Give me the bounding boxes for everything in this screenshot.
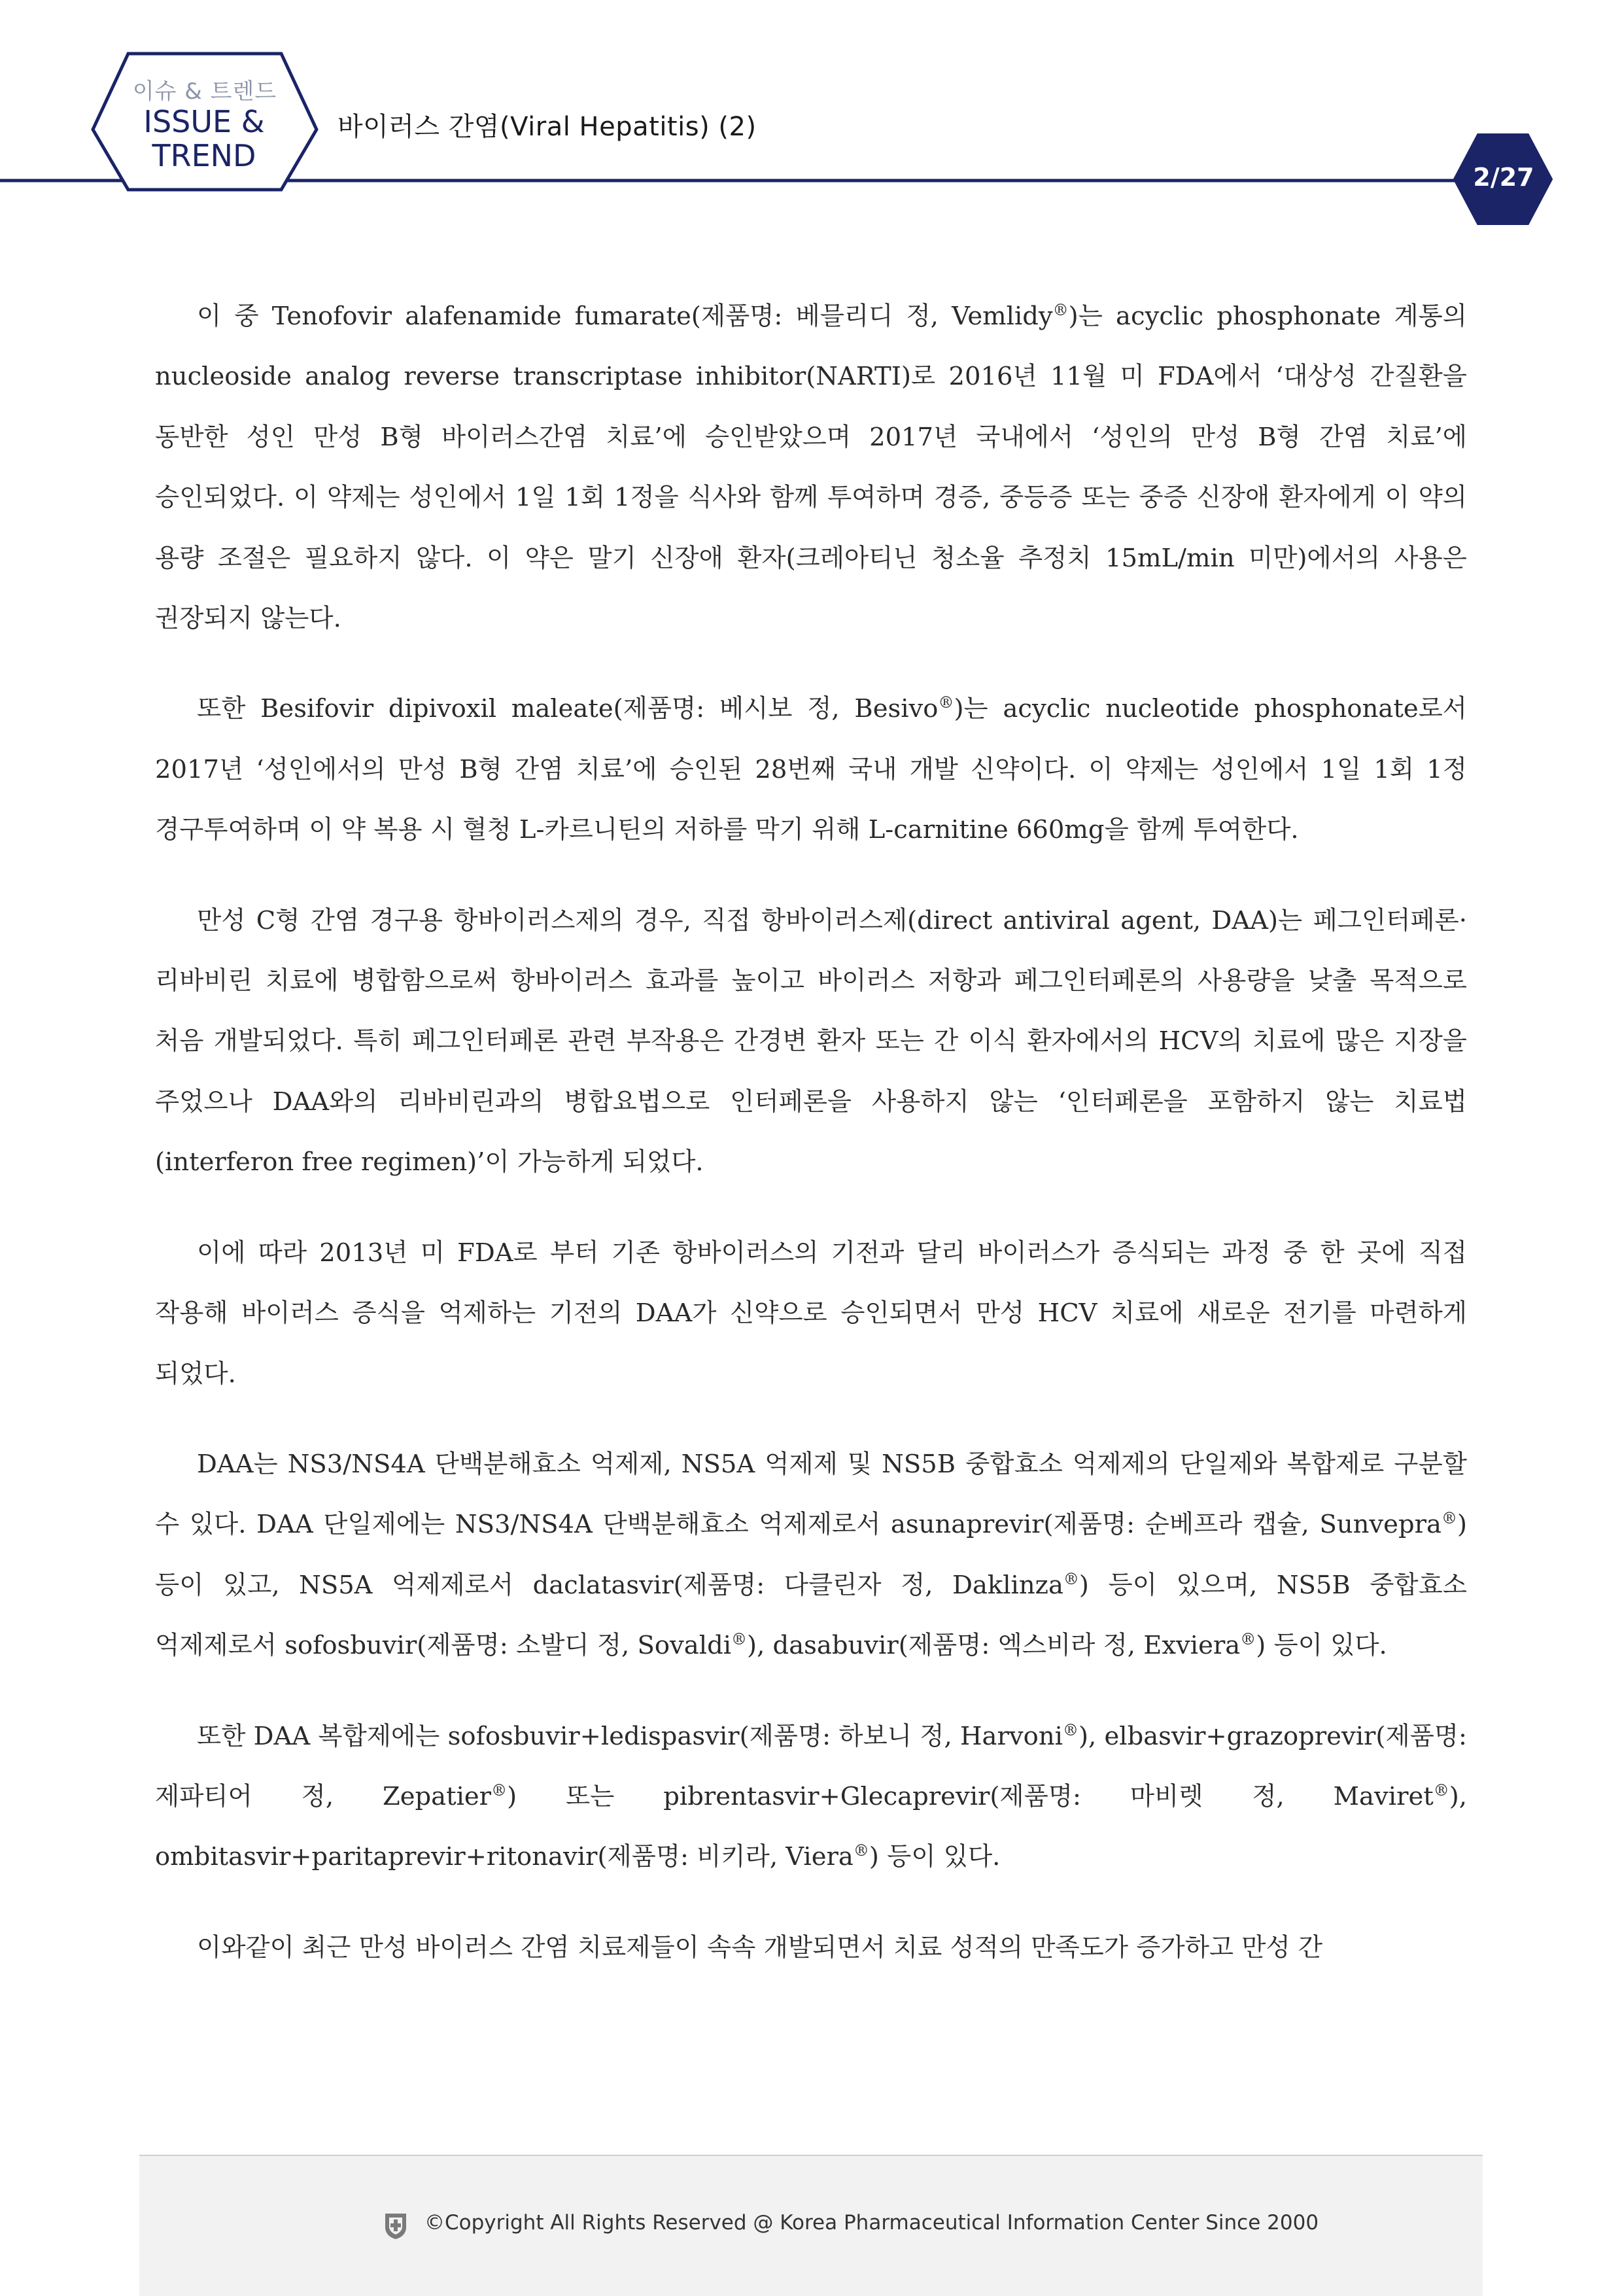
- badge-title-line2: TREND: [152, 138, 256, 173]
- text-run: ) 등이 있다.: [1256, 1631, 1387, 1661]
- copyright-text: ©Copyright All Rights Reserved @ Korea Pharmaceutical Information Center Since 2000: [424, 2211, 1319, 2235]
- text-run: 또한 DAA 복합제에는 sofosbuvir+ledispasvir(제품명: 하보니 정, Harvoni: [197, 1721, 1063, 1751]
- text-run: ), ombitasvir+paritaprevir+ritonavir(제품명: 비키라, Viera: [155, 1781, 1467, 1872]
- text-run: ) 등이 있고, NS5A 억제제로서 daclatasvir(제품명: 다클린자 정, Daklinza: [155, 1510, 1467, 1600]
- paragraph-conclusion-partial: 이와같이 최근 만성 바이러스 간염 치료제들이 속속 개발되면서 치료 성적의 만족도가 증가하고 만성 간: [197, 1932, 1323, 1962]
- registered-mark: ®: [491, 1781, 508, 1800]
- text-run: )는 acyclic phosphonate 계통의 nucleoside analog reverse transcriptase inhibitor(NARTI)로 2016년 11월 미 FDA에서 ‘대상성 간질환을 동반한 성인 만성 B형 바이러스간염 치료’에 승인받았으며 2017년 국내에서 ‘성인의 만성 B형 간염 치료’에 승인되었다. 이 약제는 성인에서 1일 1회 1정을 식사와 함께 투여하며 경증, 중등증 또는 중증 신장애 환자에게 이 약의 용량 조절은 필요하지 않다. 이 약은 말기 신장애 환자(크레아티닌 청소율 추정치 15mL/min 미만)에서의 사용은 권장되지 않는다.: [155, 302, 1467, 634]
- registered-mark: ®: [1062, 1720, 1078, 1739]
- text-run: ) 또는 pibrentasvir+Glecaprevir(제품명: 마비렛 정, Maviret: [507, 1781, 1434, 1811]
- paragraph-hcv-daa-intro: 만성 C형 간염 경구용 항바이러스제의 경우, 직접 항바이러스제(direct antiviral agent, DAA)는 페그인터페론·리바비린 치료에 병합함으로써 항바이러스 효과를 높이고 바이러스 저항과 페그인터페론의 사용량을 낮출 목적으로 처음 개발되었다. 특히 페그인터페론 관련 부작용은 간경변 환자 또는 간 이식 환자에서의 HCV의 치료에 많은 지장을 주었으나 DAA와의 리바비린과의 병합요법으로 인터페론을 사용하지 않는 ‘인터페론을 포함하지 않는 치료법(interferon free regimen)’이 가능하게 되었다.: [155, 905, 1467, 1177]
- registered-mark: ®: [1240, 1630, 1256, 1649]
- registered-mark: ®: [938, 693, 954, 712]
- registered-mark: ®: [1433, 1781, 1449, 1800]
- paragraph-daa-single-agents: [155, 1435, 1467, 1677]
- registered-mark: ®: [731, 1630, 748, 1649]
- text-run: ) 등이 있으며, NS5B 중합효소 억제제로서 sofosbuvir(제품명: 소발디 정, Sovaldi: [155, 1570, 1468, 1661]
- kpic-shield-icon: [383, 2212, 409, 2240]
- page-number: 2/27: [1473, 163, 1534, 192]
- paragraph-tenofovir: [155, 287, 1467, 649]
- page-footer: [139, 2155, 1483, 2296]
- text-run: DAA는 NS3/NS4A 단백분해효소 억제제, NS5A 억제제 및 NS5B 중합효소 억제제의 단일제와 복합제로 구분할 수 있다. DAA 단일제에는 NS3/NS4A 단백분해효소 억제제로서 asunaprevir(제품명: 순베프라 캡슐, Sunvepra: [155, 1449, 1467, 1540]
- article-body: [155, 287, 1467, 2008]
- text-run: ), elbasvir+grazoprevir(제품명: 제파티어 정, Zepatier: [155, 1721, 1467, 1811]
- text-run: ) 등이 있다.: [869, 1842, 1001, 1872]
- registered-mark: ®: [853, 1841, 869, 1860]
- paragraph-fda-2013: 이에 따라 2013년 미 FDA로 부터 기존 항바이러스의 기전과 달리 바이러스가 증식되는 과정 중 한 곳에 직접 작용해 바이러스 증식을 억제하는 기전의 DAA가 신약으로 승인되면서 만성 HCV 치료에 새로운 전기를 마련하게 되었다.: [155, 1238, 1467, 1389]
- badge-title-line1: ISSUE &: [143, 104, 265, 139]
- page-header: [0, 0, 1622, 235]
- registered-mark: ®: [1052, 301, 1069, 319]
- text-run: ), dasabuvir(제품명: 엑스비라 정, Exviera: [747, 1631, 1241, 1661]
- registered-mark: ®: [1063, 1569, 1079, 1588]
- paragraph-daa-combinations: [155, 1707, 1467, 1888]
- text-run: 또한 Besifovir dipivoxil maleate(제품명: 베시보 정, Besivo: [197, 694, 939, 724]
- text-run: 이 중 Tenofovir alafenamide fumarate(제품명: 베믈리디 정, Vemlidy: [197, 302, 1053, 331]
- paragraph-besifovir: [155, 679, 1467, 860]
- registered-mark: ®: [1441, 1509, 1457, 1528]
- badge-subtitle: 이슈 & 트렌드: [132, 78, 277, 105]
- text-run: )는 acyclic nucleotide phosphonate로서 2017년 ‘성인에서의 만성 B형 간염 치료’에 승인된 28번째 국내 개발 신약이다. 이 약제는 성인에서 1일 1회 1정 경구투여하며 이 약 복용 시 혈청 L-카르니틴의 저하를 막기 위해 L-carnitine 660mg을 함께 투여한다.: [155, 694, 1467, 845]
- document-title: 바이러스 간염(Viral Hepatitis) (2): [337, 112, 757, 142]
